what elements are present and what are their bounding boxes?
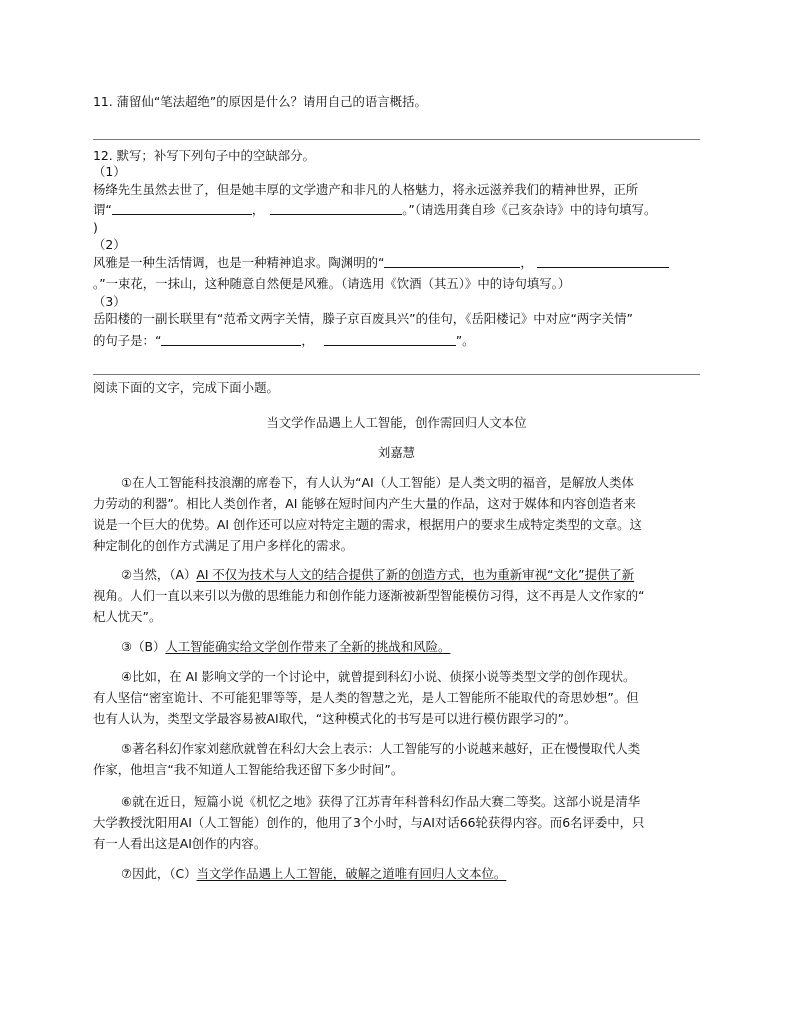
paragraph-3-marker: ③（B） — [121, 639, 166, 654]
paragraph-5-line-2: 作家，他坦言“我不知道人工智能给我还留下多少时间”。 — [93, 762, 404, 777]
paragraph-1-line-3: 说是一个巨大的优势。AI 创作还可以应对特定主题的需求，根据用户的要求生成特定类型的文章。这 — [93, 517, 642, 532]
answer-blank-2[interactable] — [270, 202, 402, 215]
question-12-part-3-number: （3） — [93, 294, 126, 309]
paragraph-2-line-3: 杞人忧天”。 — [93, 609, 162, 624]
fill-suffix: 。”（请选用龚自珍《己亥杂诗》中的诗句填写。 — [402, 202, 657, 217]
paragraph-1-line-2: 力劳动的利器”。相比人类创作者，AI 能够在短时间内产生大量的作品，这对于媒体和内容创造者来 — [93, 496, 636, 511]
fill-separator: ， — [301, 333, 314, 348]
section-divider — [93, 374, 700, 375]
fill-separator: ， — [251, 202, 265, 217]
paragraph-7-marker: ⑦因此，（C） — [121, 866, 197, 881]
paragraph-6-line-3: 有一人看出这是AI创作的内容。 — [93, 836, 267, 851]
underlined-sentence-b: 人工智能确实给文学创作带来了全新的挑战和风险。 — [165, 639, 451, 654]
fill-separator: ， — [520, 255, 533, 270]
paragraph-6-line-1: ⑥就在近日，短篇小说《机忆之地》获得了江苏青年科普科幻作品大赛二等奖。这部小说是清华 — [121, 794, 641, 809]
fill-suffix: ”。 — [455, 333, 475, 348]
answer-blank-6[interactable] — [324, 333, 456, 346]
reading-instruction: 阅读下面的文字，完成下面小题。 — [93, 380, 279, 395]
paragraph-5-line-1: ⑤著名科幻作家刘慈欣就曾在科幻大会上表示：人工智能写的小说越来越好，正在慢慢取代人类 — [121, 741, 641, 756]
question-11: 11. 蒲留仙“笔法超绝”的原因是什么？请用自己的语言概括。 — [93, 94, 427, 109]
fill-prefix: 的句子是：“ — [93, 333, 162, 348]
question-12-heading: 12. 默写；补写下列句子中的空缺部分。 — [93, 148, 315, 163]
question-12-part-2-continuation: 。”一束花，一抹山，这种随意自然便是风雅。（请选用《饮酒（其五）》中的诗句填写。） — [93, 276, 571, 291]
section-divider — [93, 139, 700, 140]
question-12-part-1-number: （1） — [93, 164, 126, 179]
question-12-part-2-number: （2） — [93, 237, 126, 252]
paragraph-6-line-2: 大学教授沈阳用AI（人工智能）创作的，他用了3个小时，与AI对话66轮获得内容。而6名评委中，只 — [93, 815, 645, 830]
paragraph-3 — [93, 639, 731, 655]
question-12-part-3-prompt: 岳阳楼的一副长联里有“范希文两字关情，滕子京百废具兴”的佳句，《岳阳楼记》中对应“两字关情” — [93, 311, 633, 326]
paragraph-1-line-4: 种定制化的创作方式满足了用户多样化的需求。 — [93, 538, 354, 553]
question-12-part-2-prompt — [93, 255, 703, 271]
question-12-part-3-fill-line — [93, 333, 703, 349]
answer-blank-4[interactable] — [537, 255, 669, 268]
paragraph-1-line-1: ①在人工智能科技浪潮的席卷下，有人认为“AI（人工智能）是人类文明的福音，是解放人类体 — [121, 475, 634, 490]
paragraph-2-line-1 — [93, 567, 731, 583]
paragraph-4-line-2: 有人坚信“密室诡计、不可能犯罪等等，是人类的智慧之光，是人工智能所不能取代的奇思妙想”。但 — [93, 690, 639, 705]
question-12-part-1-fill-line — [93, 202, 703, 218]
paragraph-4-line-3: 也有人认为，类型文学最容易被AI取代，“这种模式化的书写是可以进行模仿跟学习的”。 — [93, 711, 577, 726]
question-12-part-1-prompt: 杨绛先生虽然去世了，但是她丰厚的文学遗产和非凡的人格魅力，将永远滋养我们的精神世界，正所 — [93, 182, 639, 197]
answer-blank-1[interactable] — [112, 202, 252, 215]
question-12-part-1-close: ) — [93, 220, 98, 235]
paragraph-7 — [93, 866, 731, 882]
paragraph-4-line-1: ④比如，在 AI 影响文学的一个讨论中，就曾提到科幻小说、侦探小说等类型文学的创作现状。 — [121, 669, 636, 684]
answer-blank-5[interactable] — [161, 333, 301, 346]
fill-prefix: 谓“ — [93, 202, 112, 217]
paragraph-2-line-2: 视角。人们一直以来引以为傲的思维能力和创作能力逐渐被新型智能模仿习得，这不再是人文作家的“ — [93, 588, 645, 603]
answer-blank-3[interactable] — [384, 255, 520, 268]
underlined-sentence-a: AI 不仅为技术与人文的结合提供了新的创造方式，也为重新审视“文化”提供了新 — [196, 567, 635, 582]
paragraph-2-marker: ②当然，（A） — [121, 567, 197, 582]
article-author: 刘嘉慧 — [377, 445, 416, 460]
underlined-sentence-c: 当文学作品遇上人工智能，破解之道唯有回归人文本位。 — [196, 866, 507, 881]
fill-prefix: 风雅是一种生活情调，也是一种精神追求。陶渊明的“ — [93, 255, 385, 270]
article-title: 当文学作品遇上人工智能，创作需回归人文本位 — [266, 415, 527, 430]
